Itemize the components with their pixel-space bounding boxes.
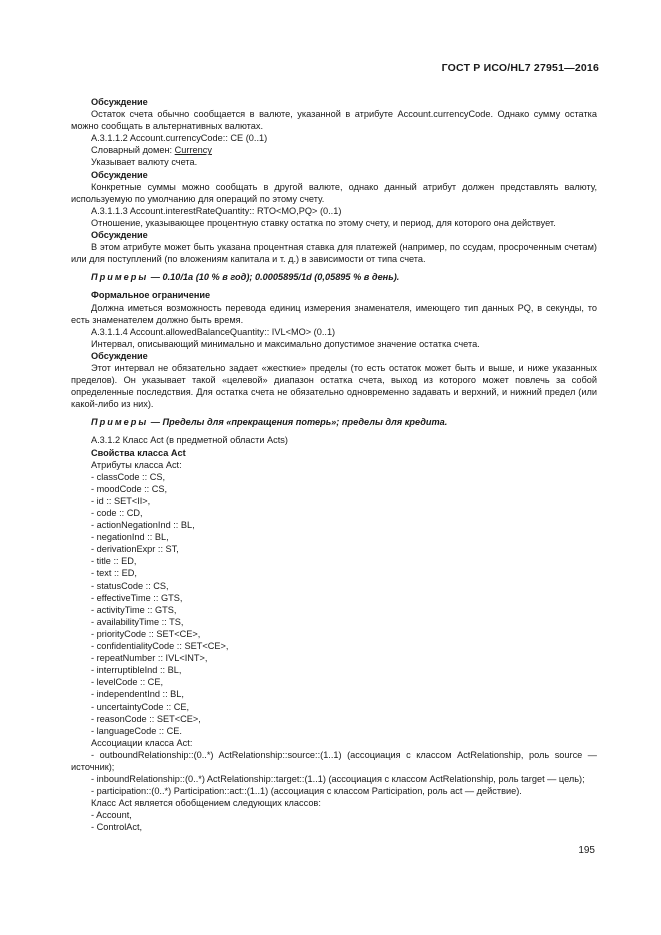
section-heading: Обсуждение: [91, 97, 148, 107]
paragraph: Атрибуты класса Act:: [91, 459, 182, 470]
paragraph: A.3.1.1.3 Account.interestRateQuantity:: RTO<MO,PQ> (0..1): [91, 205, 342, 216]
list-item: - interruptibleInd :: BL,: [91, 665, 182, 676]
list-item: - ControlAct,: [91, 822, 143, 833]
paragraph: A.3.1.1.4 Account.allowedBalanceQuantity:: IVL<MO> (0..1): [91, 326, 336, 337]
list-item: - id :: SET<II>,: [91, 495, 151, 506]
section-heading: Обсуждение: [91, 230, 148, 241]
list-item: - derivationExpr :: ST,: [91, 544, 179, 555]
list-item: - repeatNumber :: IVL<INT>,: [91, 653, 208, 664]
paragraph: A.3.1.2 Класс Act (в предметной области Acts): [91, 435, 288, 446]
list-item: - confidentialityCode :: SET<CE>,: [91, 641, 229, 652]
paragraph: В этом атрибуте может быть указана процентная ставка для платежей (например, по ссудам, просроченным счетам) или для поступлений (по вложениям капитала и т. д.) в зависимости от типа счета.: [71, 242, 597, 265]
list-item: - code :: CD,: [91, 508, 143, 518]
paragraph: Интервал, описывающий минимально и максимально допустимое значение остатка счета.: [91, 338, 480, 349]
section-heading: Обсуждение: [91, 169, 148, 180]
paragraph: - outboundRelationship::(0..*) ActRelationship::source::(1..1) (ассоциация с классом ActRelationship, роль source — источник);: [71, 749, 597, 772]
list-item: - title :: ED,: [91, 556, 137, 567]
vocab-domain-prefix: Словарный домен:: [91, 145, 175, 156]
currency-link[interactable]: Currency: [174, 145, 212, 156]
list-item: - independentInd :: BL,: [91, 689, 184, 700]
list-item: - priorityCode :: SET<CE>,: [91, 628, 201, 639]
list-item: - Account,: [91, 810, 132, 821]
paragraph: Конкретные суммы можно сообщать в другой валюте, однако данный атрибут должен представлять валюту, используемую по умолчанию для операций по этому счету.: [71, 181, 597, 204]
list-item: - activityTime :: GTS,: [91, 604, 177, 615]
paragraph: Ассоциации класса Act:: [91, 737, 193, 748]
paragraph: Этот интервал не обязательно задает «жесткие» пределы (то есть остаток может быть и выше, и ниже указанных пределов). Он указывает такой «целевой» диапазон остатка счета, выход из которого может повлечь за собой определенные последствия. Для остатка счета не обязательно одновременно задавать и верхний, и нижний предел (или какой-либо из них).: [71, 362, 597, 410]
document-header: ГОСТ Р ИСО/HL7 27951—2016: [441, 62, 599, 74]
list-item: - text :: ED,: [91, 568, 137, 579]
paragraph: - participation::(0..*) Participation::act::(1..1) (ассоциация с классом Participation, роль act — действие).: [91, 786, 522, 797]
example-text: — Пределы для «прекращения потерь»; пределы для кредита.: [148, 417, 448, 428]
list-item: - statusCode :: CS,: [91, 580, 169, 591]
page-number: 195: [578, 845, 595, 856]
list-item: - reasonCode :: SET<CE>,: [91, 713, 201, 724]
page-content: [71, 96, 597, 834]
paragraph: Указывает валюту счета.: [91, 157, 198, 168]
example-text: — 0.10/1a (10 % в год); 0.0005895/1d (0,05895 % в день).: [148, 272, 400, 283]
paragraph: Класс Act является обобщением следующих классов:: [91, 798, 321, 809]
list-item: - moodCode :: CS,: [91, 483, 168, 494]
section-heading: Обсуждение: [91, 350, 148, 361]
list-item: - uncertaintyCode :: CE,: [91, 701, 190, 712]
section-currency-code: [71, 156, 597, 265]
paragraph: Остаток счета обычно сообщается в валюте, указанной в атрибуте Account.currencyCode. Однако сумму остатка можно сообщать в альтернативных валютах.: [71, 109, 597, 132]
list-item: - availabilityTime :: TS,: [91, 616, 184, 627]
section-allowed-balance: [71, 289, 597, 410]
section-act-class: [71, 434, 597, 833]
list-item: - classCode :: CS,: [91, 471, 166, 482]
list-item: - effectiveTime :: GTS,: [91, 592, 183, 603]
vocab-domain-line: [71, 144, 597, 156]
example-limits: [71, 416, 597, 428]
list-item: - actionNegationInd :: BL,: [91, 520, 195, 531]
section-account-balance: [71, 96, 597, 144]
list-item: - levelCode :: CE,: [91, 677, 163, 688]
paragraph: Отношение, указывающее процентную ставку остатка по этому счету, и период, для которого она действует.: [91, 217, 556, 228]
example-label: Примеры: [91, 417, 149, 428]
section-heading: Свойства класса Act: [91, 447, 186, 458]
list-item: - languageCode :: CE.: [91, 725, 182, 736]
example-label: Примеры: [91, 272, 149, 283]
list-item: - negationInd :: BL,: [91, 532, 169, 543]
example-interest-rate: [71, 271, 597, 283]
section-heading: Формальное ограничение: [91, 290, 211, 301]
paragraph: Должна иметься возможность перевода единиц измерения знаменателя, имеющего тип данных PQ, в секунды, то есть знаменателем должно быть время.: [71, 302, 597, 325]
paragraph: - inboundRelationship::(0..*) ActRelationship::target::(1..1) (ассоциация с классом ActRelationship, роль target — цель);: [91, 774, 585, 785]
paragraph: A.3.1.1.2 Account.currencyCode:: CE (0..1): [91, 133, 268, 144]
